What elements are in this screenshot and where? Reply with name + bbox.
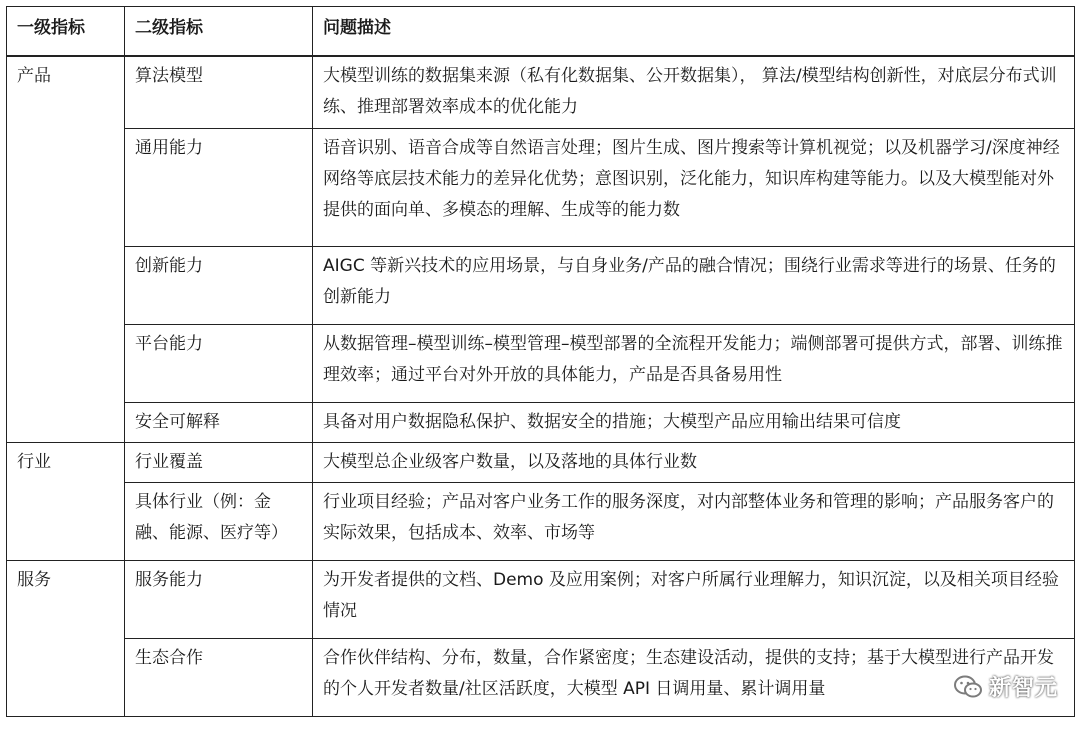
description-cell: 大模型训练的数据集来源（私有化数据集、公开数据集）， 算法/模型结构创新性，对底层分布式训练、推理部署效率成本的优化能力 — [313, 56, 1075, 128]
header-description: 问题描述 — [313, 7, 1075, 57]
description-cell: 具备对用户数据隐私保护、数据安全的措施；大模型产品应用输出结果可信度 — [313, 402, 1075, 442]
description-cell: 为开发者提供的文档、Demo 及应用案例；对客户所属行业理解力，知识沉淀，以及相关项目经验情况 — [313, 560, 1075, 638]
wechat-icon — [953, 674, 983, 700]
table-row — [7, 56, 1075, 128]
level2-cell: 平台能力 — [125, 324, 313, 402]
table-row — [7, 482, 1075, 560]
level2-cell: 通用能力 — [125, 128, 313, 246]
level1-cell: 服务 — [7, 560, 125, 716]
table-row — [7, 560, 1075, 638]
description-cell: AIGC 等新兴技术的应用场景，与自身业务/产品的融合情况；围绕行业需求等进行的场景、任务的创新能力 — [313, 246, 1075, 324]
description-cell: 语音识别、语音合成等自然语言处理；图片生成、图片搜索等计算机视觉；以及机器学习/深度神经网络等底层技术能力的差异化优势；意图识别，泛化能力，知识库构建等能力。以及大模型能对外提供的面向单、多模态的理解、生成等的能力数 — [313, 128, 1075, 246]
table-row — [7, 442, 1075, 482]
table-row — [7, 128, 1075, 246]
header-level2: 二级指标 — [125, 7, 313, 57]
description-cell: 合作伙伴结构、分布，数量，合作紧密度；生态建设活动，提供的支持；基于大模型进行产品开发的个人开发者数量/社区活跃度，大模型 API 日调用量、累计调用量 — [313, 638, 1075, 716]
table-row — [7, 402, 1075, 442]
header-row — [7, 7, 1075, 57]
header-level1: 一级指标 — [7, 7, 125, 57]
level2-cell: 服务能力 — [125, 560, 313, 638]
description-cell: 从数据管理–模型训练–模型管理–模型部署的全流程开发能力；端侧部署可提供方式，部署、训练推理效率；通过平台对外开放的具体能力，产品是否具备易用性 — [313, 324, 1075, 402]
level2-cell: 安全可解释 — [125, 402, 313, 442]
level2-cell: 生态合作 — [125, 638, 313, 716]
level1-cell: 产品 — [7, 56, 125, 442]
description-cell: 大模型总企业级客户数量，以及落地的具体行业数 — [313, 442, 1075, 482]
watermark — [953, 671, 1058, 702]
level2-cell: 算法模型 — [125, 56, 313, 128]
indicator-table — [6, 6, 1075, 717]
table-row — [7, 324, 1075, 402]
level1-cell: 行业 — [7, 442, 125, 560]
watermark-text: 新智元 — [988, 676, 1058, 701]
level2-cell: 创新能力 — [125, 246, 313, 324]
level2-cell: 行业覆盖 — [125, 442, 313, 482]
level2-cell: 具体行业（例：金融、能源、医疗等） — [125, 482, 313, 560]
description-cell: 行业项目经验；产品对客户业务工作的服务深度，对内部整体业务和管理的影响；产品服务客户的实际效果，包括成本、效率、市场等 — [313, 482, 1075, 560]
table-row — [7, 638, 1075, 716]
table-row — [7, 246, 1075, 324]
